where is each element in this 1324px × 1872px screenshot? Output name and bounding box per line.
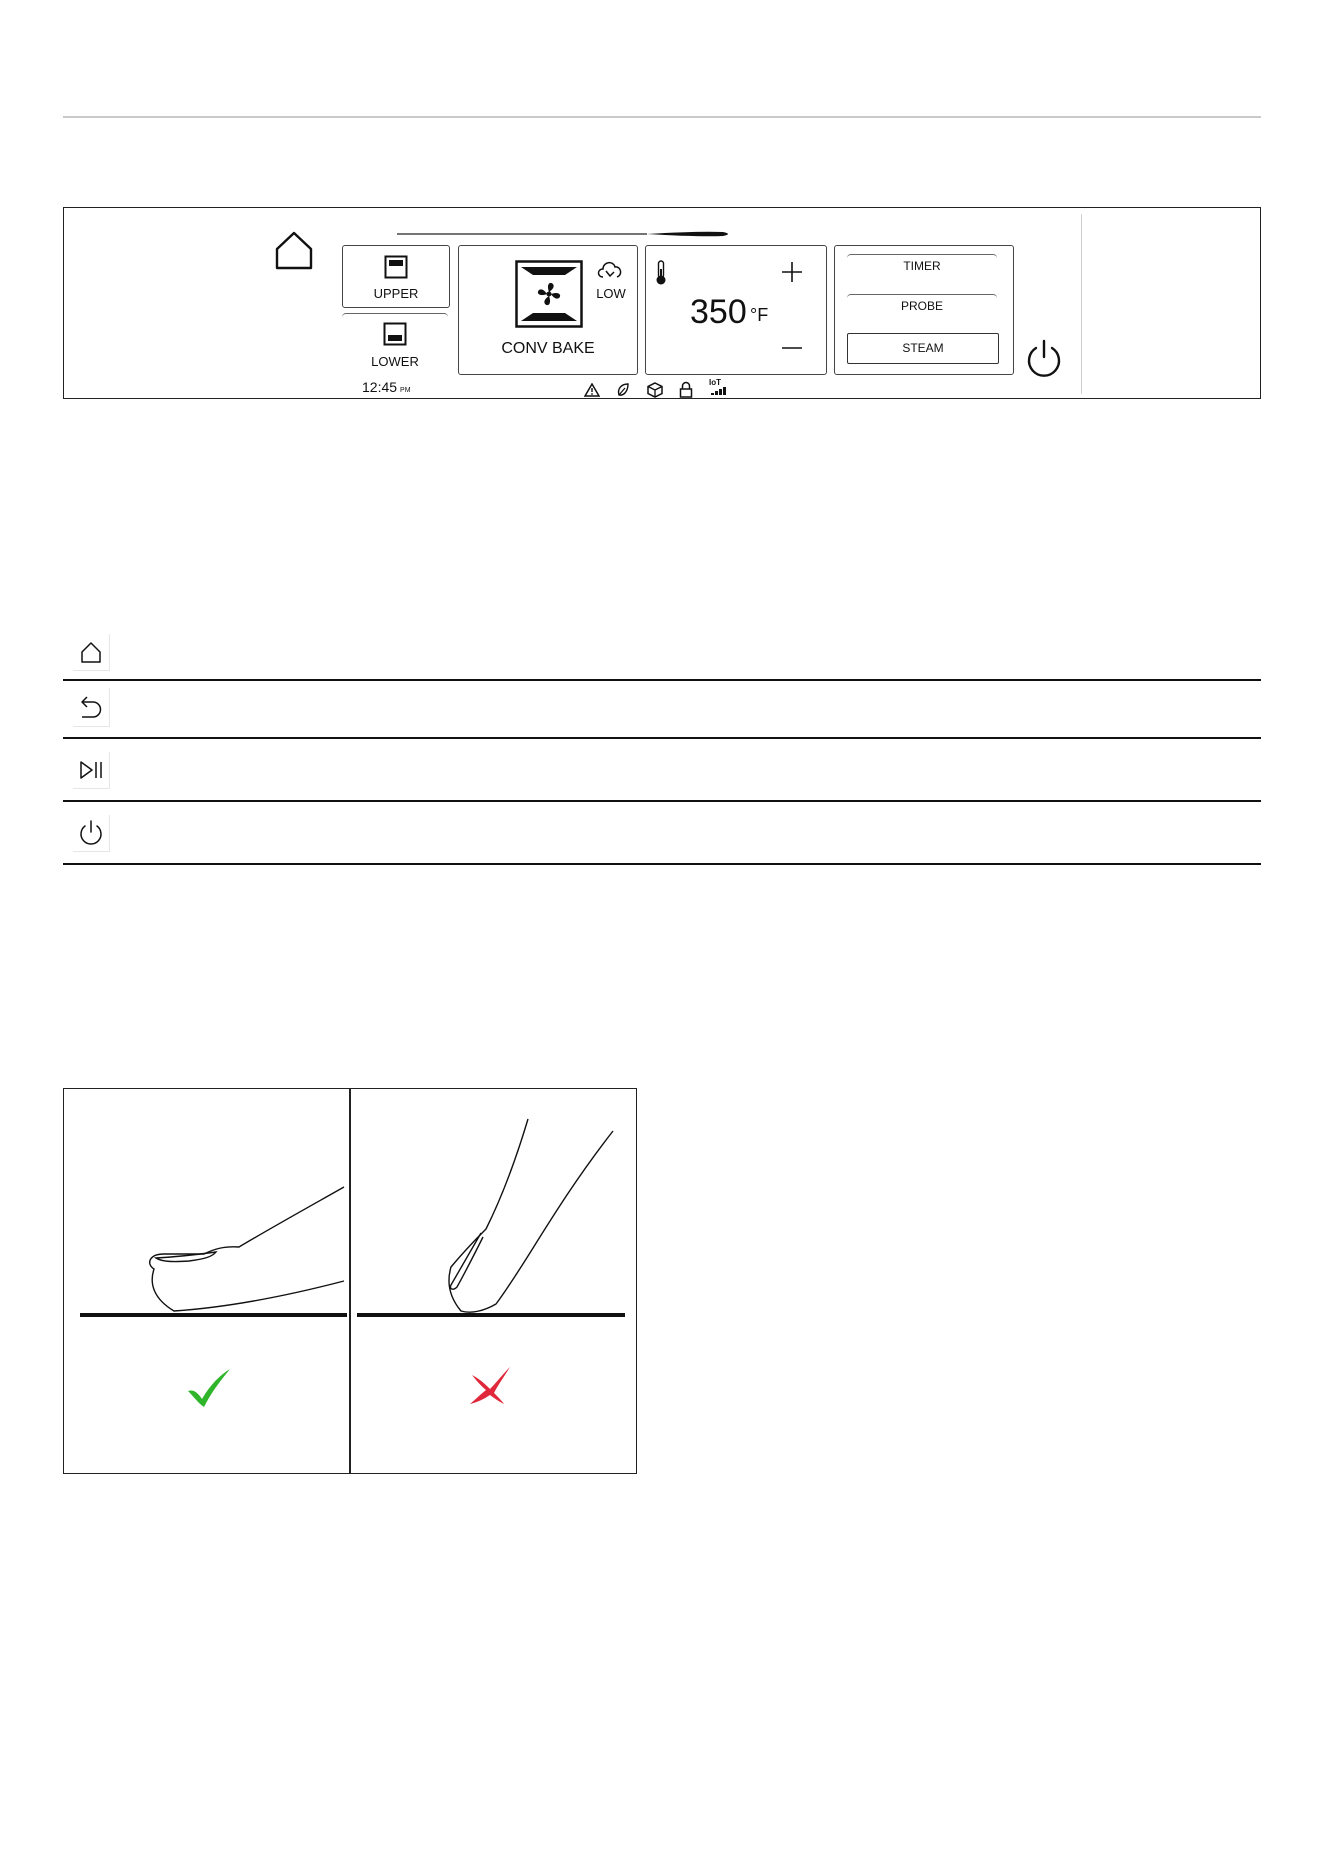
thermometer-icon [654, 260, 668, 286]
home-icon [73, 634, 109, 670]
lock-icon [679, 381, 693, 398]
cube-icon [647, 382, 663, 398]
icon-cell [73, 688, 110, 727]
progress-indicator [397, 229, 737, 239]
cooking-mode-tile[interactable] [458, 245, 638, 375]
iot-label: IoT [709, 378, 721, 387]
clock-time: 12:45 [362, 379, 398, 395]
convection-fan-icon [515, 260, 583, 328]
temperature-value: 350 [690, 293, 747, 331]
control-panel-illustration [63, 207, 1261, 399]
cloud-fan-icon [595, 258, 625, 280]
lower-cavity-button[interactable] [342, 313, 448, 374]
icon-row-play-pause [63, 739, 1261, 802]
temperature-unit: °F [750, 305, 769, 325]
steam-button[interactable]: STEAM [847, 333, 999, 364]
power-icon[interactable] [1023, 337, 1065, 379]
probe-button[interactable]: PROBE [847, 294, 997, 321]
control-panel-display [247, 213, 1085, 397]
icon-cell [73, 634, 110, 671]
power-icon [73, 815, 109, 851]
minus-icon[interactable] [780, 342, 804, 354]
touch-technique-figure [63, 1088, 637, 1474]
check-icon [186, 1367, 232, 1409]
lower-oven-icon [383, 322, 407, 346]
row-divider [63, 679, 1261, 681]
cross-icon [468, 1365, 512, 1405]
upper-cavity-button[interactable] [342, 245, 450, 308]
options-tile [834, 245, 1014, 375]
icon-row-power [63, 802, 1261, 865]
leaf-icon [616, 382, 630, 398]
timer-button[interactable]: TIMER [847, 254, 997, 281]
clock-ampm: PM [400, 387, 411, 394]
top-rule [63, 116, 1261, 118]
home-icon[interactable] [274, 229, 314, 271]
icon-row-back [63, 682, 1261, 739]
play-pause-icon [73, 752, 109, 788]
row-divider [63, 863, 1261, 865]
mode-label: CONV BAKE [501, 340, 595, 357]
lower-cavity-label: LOWER [371, 354, 419, 369]
icon-row-home [63, 630, 1261, 682]
nail-touch-illustration [351, 1089, 636, 1473]
flat-finger-illustration [64, 1089, 349, 1473]
temperature-tile [645, 245, 827, 375]
upper-oven-icon [384, 255, 408, 279]
plus-icon[interactable] [780, 260, 804, 284]
icon-cell [73, 815, 110, 852]
back-icon [73, 688, 109, 726]
signal-bars-icon [711, 387, 727, 395]
upper-cavity-label: UPPER [373, 286, 419, 301]
iot-icon [709, 378, 729, 398]
clock [362, 379, 411, 395]
icon-cell [73, 752, 110, 789]
warning-icon [584, 383, 600, 397]
fan-level-label: LOW [596, 286, 626, 301]
panel-divider [1081, 214, 1082, 394]
